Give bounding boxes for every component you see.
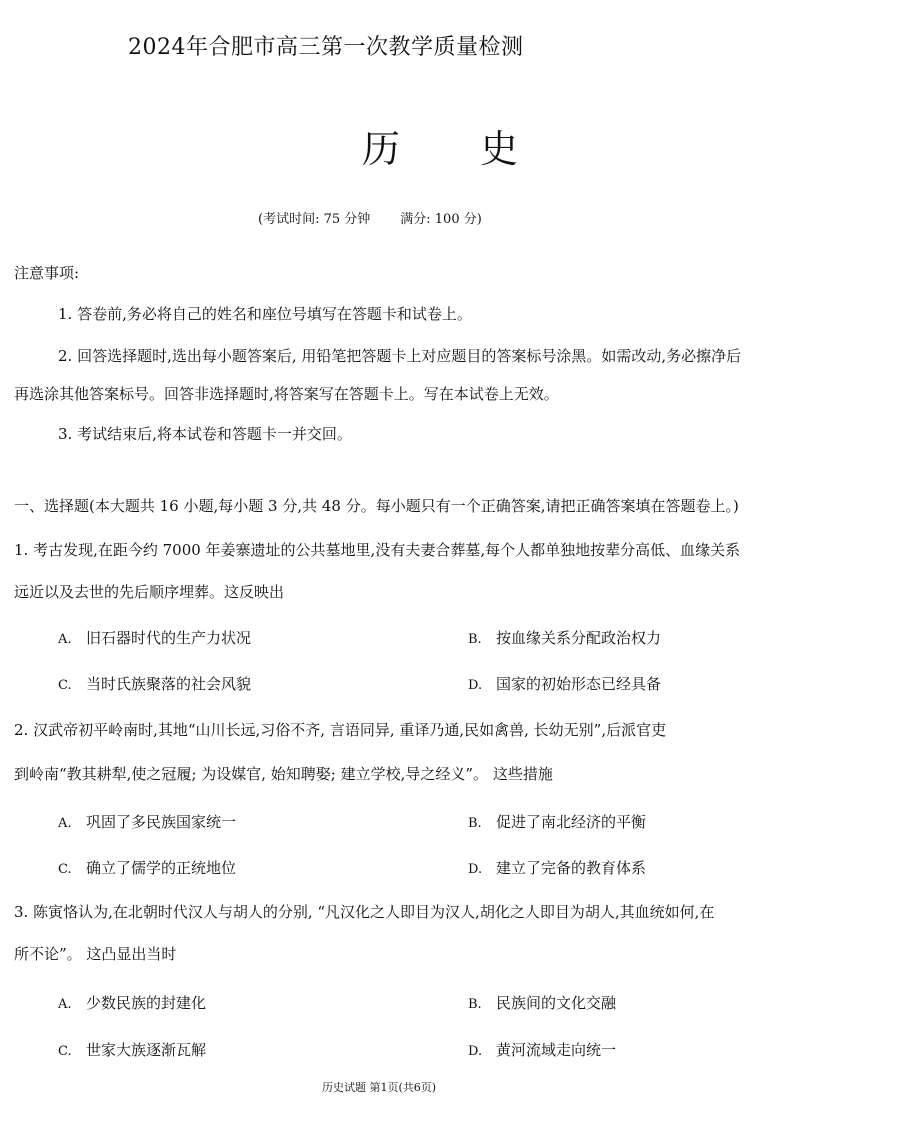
q1-option-a: A. 旧石器时代的生产力状况 <box>58 629 252 647</box>
question-3-line-1: 3. 陈寅恪认为,在北朝时代汉人与胡人的分别, “凡汉化之人即目为汉人,胡化之人即目为胡人,其血统如何,在 <box>14 903 715 921</box>
subject-char-2: 史 <box>480 127 519 171</box>
question-2-line-2: 到岭南“教其耕犁,使之冠履; 为设媒官, 始知聘娶; 建立学校,导之经义”。 这些措施 <box>14 765 553 783</box>
exam-title: 2024年合肥市高三第一次教学质量检测 <box>128 35 524 60</box>
notice-item-1: 1. 答卷前,务必将自己的姓名和座位号填写在答题卡和试卷上。 <box>58 305 472 323</box>
q3-option-b: B. 民族间的文化交融 <box>468 994 617 1012</box>
q2-option-b: B. 促进了南北经济的平衡 <box>468 813 647 831</box>
full-score: 满分: 100 分) <box>400 212 482 227</box>
exam-time: (考试时间: 75 分钟 <box>258 212 371 227</box>
subject-title <box>362 118 518 173</box>
question-2-line-1: 2. 汉武帝初平岭南时,其地“山川长远,习俗不齐, 言语同异, 重译乃通,民如禽兽, 长幼无别”,后派官吏 <box>14 721 667 739</box>
section-heading: 一、选择题(本大题共 16 小题,每小题 3 分,共 48 分。每小题只有一个正确答案,请把正确答案填在答题卷上。) <box>14 497 739 515</box>
q1-option-b: B. 按血缘关系分配政治权力 <box>468 629 662 647</box>
q2-option-c: C. 确立了儒学的正统地位 <box>58 859 237 877</box>
q1-option-c: C. 当时氏族聚落的社会风貌 <box>58 675 252 693</box>
page-footer: 历史试题 第1页(共6页) <box>322 1081 437 1094</box>
q3-option-a: A. 少数民族的封建化 <box>58 994 207 1012</box>
q2-option-d: D. 建立了完备的教育体系 <box>468 859 647 877</box>
q2-option-a: A. 巩固了多民族国家统一 <box>58 813 237 831</box>
question-1-line-1: 1. 考古发现,在距今约 7000 年姜寨遗址的公共墓地里,没有夫妻合葬墓,每个人都单独地按辈分高低、血缘关系 <box>14 541 741 559</box>
notice-heading: 注意事项: <box>14 264 80 282</box>
notice-item-2: 2. 回答选择题时,选出每小题答案后, 用铅笔把答题卡上对应题目的答案标号涂黑。如需改动,务必擦净后 <box>58 347 742 365</box>
notice-item-3: 3. 考试结束后,将本试卷和答题卡一并交回。 <box>58 425 352 443</box>
question-3-line-2: 所不论”。 这凸显出当时 <box>14 945 177 963</box>
notice-item-2-cont: 再选涂其他答案标号。回答非选择题时,将答案写在答题卡上。写在本试卷上无效。 <box>14 385 559 403</box>
q3-option-c: C. 世家大族逐渐瓦解 <box>58 1041 207 1059</box>
exam-info <box>258 208 482 227</box>
subject-char-1: 历 <box>362 127 401 171</box>
q1-option-d: D. 国家的初始形态已经具备 <box>468 675 662 693</box>
q3-option-d: D. 黄河流域走向统一 <box>468 1041 617 1059</box>
question-1-line-2: 远近以及去世的先后顺序埋葬。这反映出 <box>14 583 285 601</box>
